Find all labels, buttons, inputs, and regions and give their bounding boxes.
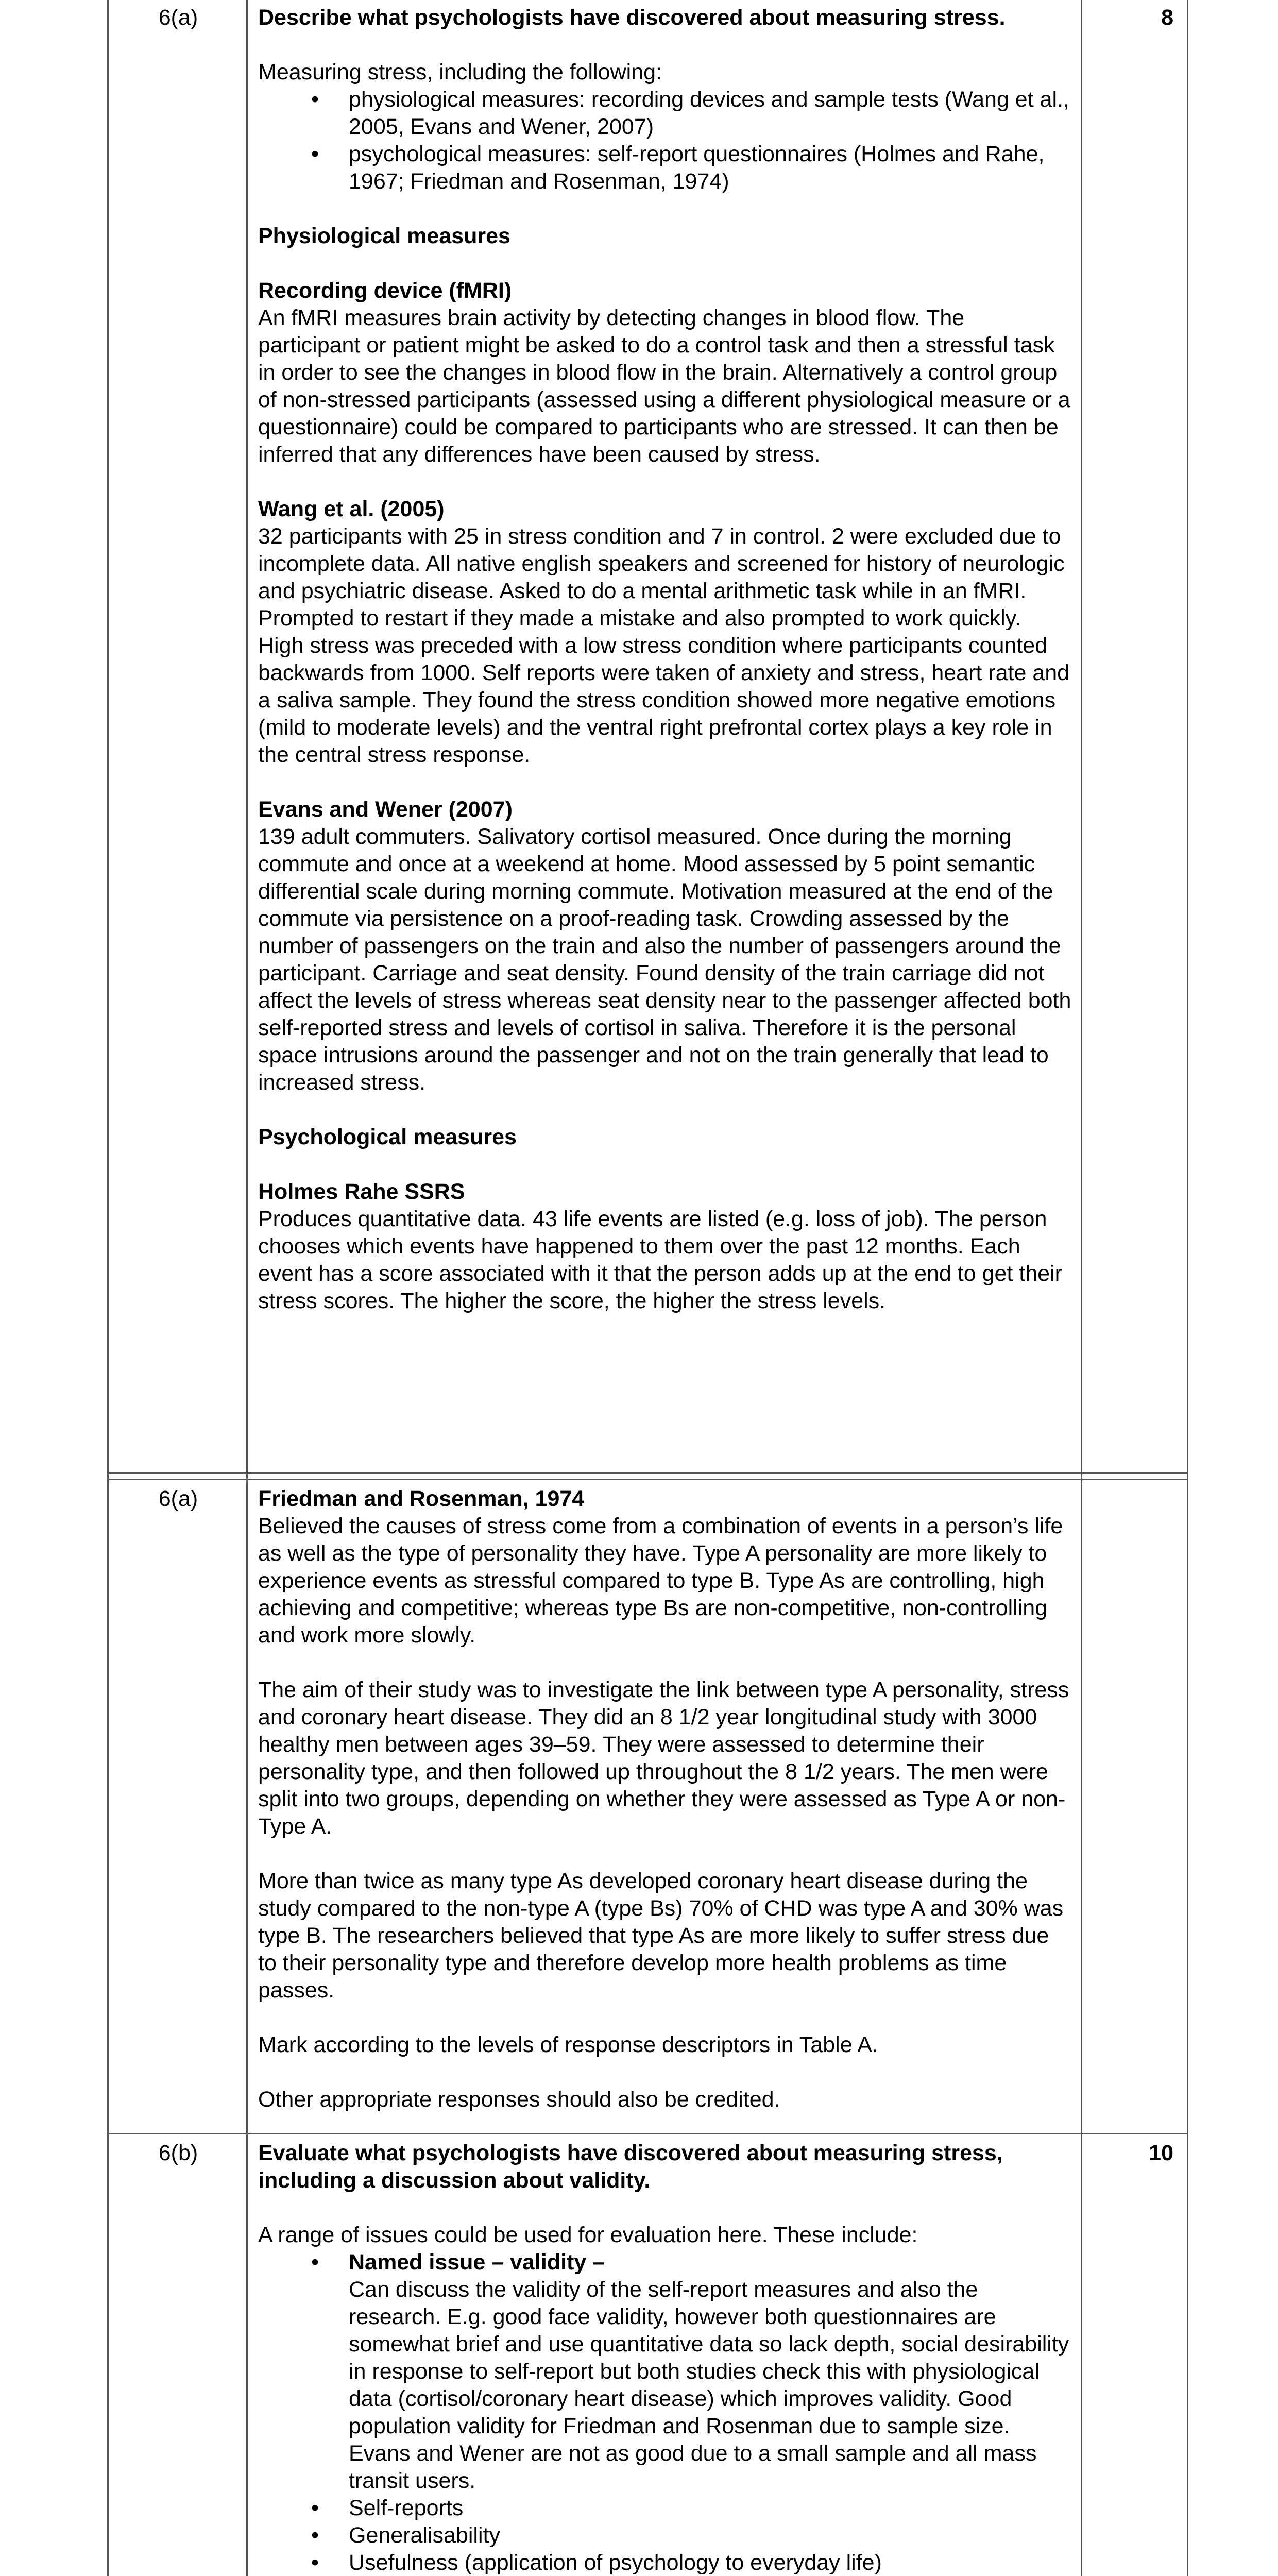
question-number: 6(a) xyxy=(158,1486,198,1511)
intro-text: Measuring stress, including the following: xyxy=(258,60,662,84)
subsection-heading: Friedman and Rosenman, 1974 xyxy=(258,1486,585,1511)
answer-content xyxy=(258,2140,1072,2576)
paragraph: More than twice as many type As developed coronary heart disease during the study compared to the non-type A (type Bs) 70% of CHD was type A and 30% was type B. The researchers believed that type As are more likely to suffer stress due to their personality type and therefore develop more health problems as time passes. xyxy=(258,1869,1064,2003)
paragraph: Produces quantitative data. 43 life events are listed (e.g. loss of job). The person chooses which events have happened to them over the past 12 months. Each event has a score associated with it that the person adds up at the end to get their stress scores. The higher the score, the higher the stress levels. xyxy=(258,1207,1062,1313)
subsection-heading: Wang et al. (2005) xyxy=(258,497,445,521)
question-title: Evaluate what psychologists have discovered about measuring stress, including a discussion about validity. xyxy=(258,2141,1003,2193)
marks-value: 8 xyxy=(1161,5,1173,30)
named-issue-text: Can discuss the validity of the self-report measures and also the research. E.g. good face validity, however both questionnaires are somewhat brief and use quantitative data so lack depth, social desirability in response to self-report but both studies check this with physiological data (cortisol/coronary heart disease) which improves validity. Good population validity for Friedman and Rosenman due to sample size. Evans and Wener are not as good due to a small sample and all mass transit users. xyxy=(349,2277,1069,2493)
subsection-heading: Holmes Rahe SSRS xyxy=(258,1179,465,1204)
section-heading: Psychological measures xyxy=(258,1125,517,1149)
list-item: • physiological measures: recording devices and sample tests (Wang et al., 2005, Evans and Wener, 2007) xyxy=(258,86,1072,141)
question-number: 6(a) xyxy=(158,5,198,30)
question-title: Describe what psychologists have discovered about measuring stress. xyxy=(258,5,1006,30)
intro-text: A range of issues could be used for evaluation here. These include: xyxy=(258,2223,918,2247)
answer-content xyxy=(258,1485,1072,2113)
paragraph: An fMRI measures brain activity by detecting changes in blood flow. The participant or patient might be asked to do a control task and then a stressful task in order to see the changes in blood flow in the brain. Alternatively a control group of non-stressed participants (assessed using a different physiological measure or a questionnaire) could be compared to participants who are stressed. It can then be inferred that any differences have been caused by stress. xyxy=(258,306,1070,467)
row-divider xyxy=(109,1472,1187,1474)
named-issue-heading: Named issue – validity – xyxy=(349,2250,605,2275)
list-item: • Generalisability xyxy=(258,2522,1072,2549)
evaluation-bullet-list xyxy=(258,2249,1072,2576)
subsection-heading: Recording device (fMRI) xyxy=(258,278,512,303)
answer-content xyxy=(258,4,1072,1315)
table-row xyxy=(109,2134,1187,2576)
paragraph: Believed the causes of stress come from a combination of events in a person’s life as well as the type of personality they have. Type A personality are more likely to experience events as stressful compared to type B. Type As are controlling, high achieving and competitive; whereas type Bs are non-competitive, non-controlling and work more slowly. xyxy=(258,1514,1063,1648)
mark-scheme-table xyxy=(107,0,1188,2576)
list-item: • Self-reports xyxy=(258,2495,1072,2522)
paragraph: 139 adult commuters. Salivatory cortisol measured. Once during the morning commute and once at a weekend at home. Mood assessed by 5 point semantic differential scale during morning commute. Motivation measured at the end of the commute via persistence on a proof-reading task. Crowding assessed by the number of passengers on the train and also the number of passengers around the participant. Carriage and seat density. Found density of the train carriage did not affect the levels of stress whereas seat density near to the passenger affected both self-reported stress and levels of cortisol in saliva. Therefore it is the personal space intrusions around the passenger and not on the train generally that lead to increased stress. xyxy=(258,824,1071,1095)
marking-note: Mark according to the levels of response descriptors in Table A. xyxy=(258,2032,878,2057)
table-row xyxy=(109,0,1187,1473)
paragraph: 32 participants with 25 in stress condition and 7 in control. 2 were excluded due to incomplete data. All native english speakers and screened for history of neurologic and psychiatric disease. Asked to do a mental arithmetic task while in an fMRI. Prompted to restart if they made a mistake and also prompted to work quickly. High stress was preceded with a low stress condition where participants counted backwards from 1000. Self reports were taken of anxiety and stress, heart rate and a saliva sample. They found the stress condition showed more negative emotions (mild to moderate levels) and the ventral right prefrontal cortex plays a key role in the central stress response. xyxy=(258,524,1070,767)
paragraph: The aim of their study was to investigate the link between type A personality, stress and coronary heart disease. They did an 8 1/2 year longitudinal study with 3000 healthy men between ages 39–59. They were assessed to determine their personality type, and then followed up throughout the 8 1/2 years. The men were split into two groups, depending on whether they were assessed as Type A or non-Type A. xyxy=(258,1677,1069,1839)
subsection-heading: Evans and Wener (2007) xyxy=(258,797,513,822)
credit-note: Other appropriate responses should also be credited. xyxy=(258,2087,780,2112)
marks-value: 10 xyxy=(1149,2141,1173,2165)
list-item: • Usefulness (application of psychology to everyday life) xyxy=(258,2549,1072,2576)
list-item: • psychological measures: self-report questionnaires (Holmes and Rahe, 1967; Friedman and Rosenman, 1974) xyxy=(258,141,1072,195)
question-number: 6(b) xyxy=(158,2141,198,2165)
section-heading: Physiological measures xyxy=(258,224,510,248)
intro-bullet-list xyxy=(258,86,1072,195)
list-item xyxy=(258,2249,1072,2495)
table-row xyxy=(109,1480,1187,2140)
